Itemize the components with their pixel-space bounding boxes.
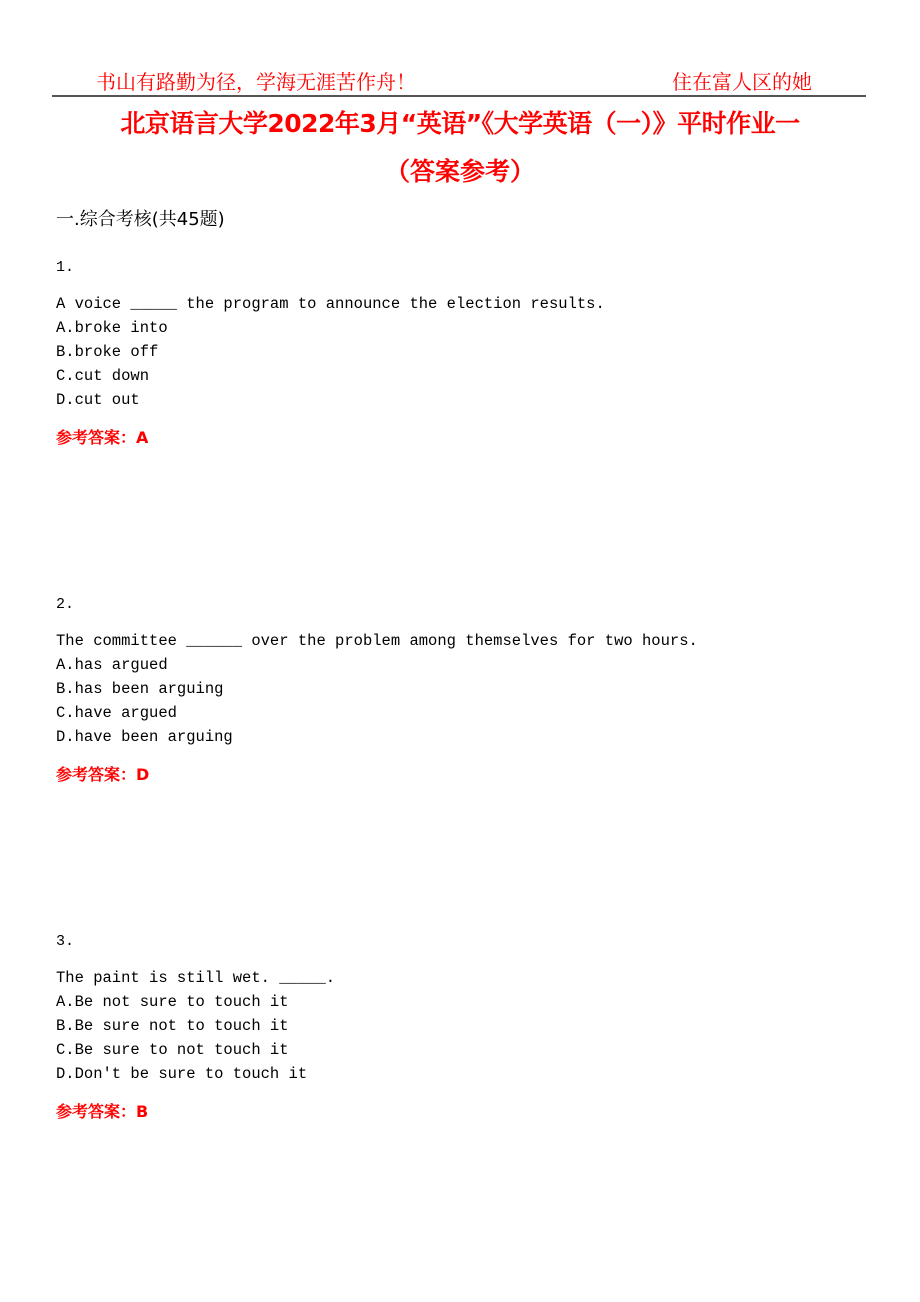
document-title: 北京语言大学2022年3月“英语”《大学英语（一）》平时作业一 (120, 109, 800, 138)
option-b: B.has been arguing (56, 680, 224, 698)
option-c: C.cut down (56, 367, 150, 385)
question-2 (56, 593, 876, 787)
option-a: A.broke into (56, 319, 168, 337)
question-number: 2. (56, 596, 75, 613)
reference-answer: 参考答案：B (56, 1102, 149, 1121)
question-number: 1. (56, 259, 75, 276)
option-b: B.broke off (56, 343, 159, 361)
header-divider (52, 95, 866, 97)
question-stem: A voice _____ the program to announce the election results. (56, 295, 605, 313)
option-d: D.Don't be sure to touch it (56, 1065, 308, 1083)
option-c: C.Be sure to not touch it (56, 1041, 289, 1059)
question-stem: The paint is still wet. _____. (56, 969, 336, 987)
question-3 (56, 930, 876, 1124)
document-subtitle: （答案参考） (384, 157, 535, 186)
option-a: A.Be not sure to touch it (56, 993, 289, 1011)
option-c: C.have argued (56, 704, 177, 722)
header-motto: 书山有路勤为径，学海无涯苦作舟！ (96, 70, 416, 94)
option-b: B.Be sure not to touch it (56, 1017, 289, 1035)
question-number: 3. (56, 933, 75, 950)
question-stem: The committee ______ over the problem among themselves for two hours. (56, 632, 698, 650)
header-author: 住在富人区的她 (672, 70, 812, 94)
option-a: A.has argued (56, 656, 168, 674)
section-heading: 一.综合考核(共45题) (56, 209, 225, 230)
reference-answer: 参考答案：A (56, 428, 149, 447)
reference-answer: 参考答案：D (56, 765, 150, 784)
question-1 (56, 256, 876, 450)
option-d: D.cut out (56, 391, 140, 409)
option-d: D.have been arguing (56, 728, 233, 746)
